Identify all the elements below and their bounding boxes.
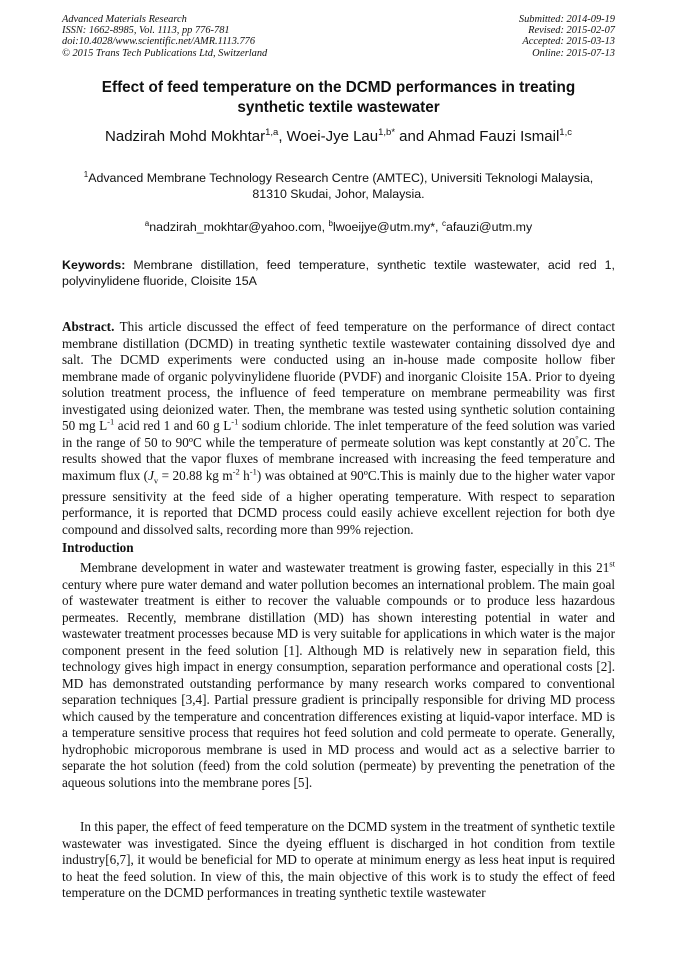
online-date: Online: 2015-07-13 — [532, 47, 615, 59]
author-affiliation-mark: 1,b* — [378, 127, 396, 138]
paper-title — [62, 78, 615, 118]
author-name: Ahmad Fauzi Ismail — [427, 128, 560, 145]
title-line-1: Effect of feed temperature on the DCMD performances in treating — [101, 79, 576, 96]
abstract-superscript: -1 — [231, 416, 239, 427]
author-affiliation-mark: 1,c — [559, 127, 572, 138]
keywords-text: Membrane distillation, feed temperature, synthetic textile wastewater, acid red 1, polyvinylidene fluoride, Cloisite 15A — [62, 258, 615, 288]
copyright-line: © 2015 Trans Tech Publications Ltd, Switzerland — [62, 47, 268, 59]
doi-line: doi:10.4028/www.scientific.net/AMR.1113.776 — [62, 36, 256, 48]
abstract-text: ) was obtained at 90ºC.This is mainly due to the higher water vapor pressure sensitivity at the feed side of a higher operating temperature. With respect to separation performance, it is reported that DCMD process could easily achieve excellent rejection for both dye compound and dissolved salts, recording more than 99% rejection. — [62, 467, 615, 537]
email-address: afauzi@utm.my — [445, 220, 533, 234]
submitted-date: Submitted: 2014-09-19 — [518, 14, 615, 25]
author-separator: and — [395, 128, 428, 145]
paragraph-text: century where pure water demand and water pollution becomes an international problem. The main goal of wastewater treatment is either to recover the valuable compounds or to produce less hazardous permeates. Recently, membrane distillation (MD) has shown interesting potential in water and wastewater treatment processes because MD is very suitable for applications in which water is the major component present in the feed solution [1]. Although MD is relatively new in separation field, this technology gives high impact in energy consumption, separation performance and operational costs [2]. MD has demonstrated outstanding performance by many research works compared to conventional separation techniques [3,4]. Partial pressure gradient is principally responsible for driving MD process which caused by the temperature and concentration differences existing at liquid-vapor interface. MD is a temperature sensitive process that requires hot feed solution and cold permeate to operate. Generally, hydrophobic microporous membrane is used in MD process and would act as a selective barrier to separate the hot solution (feed) from the cold solution (permeate) by preventing the penetration of the aqueous solutions into the membrane pores [5]. — [62, 576, 615, 790]
introduction-paragraph-1 — [62, 560, 615, 791]
title-line-2: synthetic textile wastewater — [237, 99, 440, 116]
paragraph-text: Membrane development in water and wastewater treatment is growing faster, especially in this 21 — [80, 560, 610, 575]
abstract-superscript: -1 — [249, 466, 257, 477]
abstract-superscript: -1 — [107, 416, 115, 427]
abstract-text: h — [239, 467, 250, 483]
flux-symbol: J — [148, 467, 154, 483]
accepted-date: Accepted: 2015-03-13 — [522, 36, 615, 48]
affiliation-mark: 1 — [83, 169, 89, 179]
keywords-label: Keywords: — [62, 258, 126, 272]
affiliation-line-1: Advanced Membrane Technology Research Centre (AMTEC), Universiti Teknologi Malaysia, — [88, 171, 594, 185]
author-separator: , — [278, 128, 287, 145]
journal-name: Advanced Materials Research — [62, 14, 187, 25]
abstract-superscript: -2 — [232, 466, 240, 477]
author-affiliation-mark: 1,a — [265, 127, 279, 138]
abstract-text: This article discussed the effect of feed temperature on the performance of direct contact membrane distillation (DCMD) in treating synthetic textile wastewater containing dissolved dye and salt. The DCMD experiments were conducted using an in-house made composite hollow fiber membrane made of organic polyvinylidene fluoride (PVDF) and inorganic Cloisite 15A. Prior to dyeing solution treatment process, the influence of feed temperature on membrane permeability was first investigated using deionized water. Then, the membrane was tested using synthetic solution containing 50 mg L — [62, 319, 615, 433]
email-address: lwoeijye@utm.my*, — [332, 220, 442, 234]
abstract-section — [62, 319, 615, 538]
abstract-text: acid red 1 and 60 g L — [114, 418, 232, 433]
email-mark: a — [144, 218, 150, 228]
author-name: Woei-Jye Lau — [286, 128, 379, 145]
email-mark: c — [441, 218, 446, 228]
journal-header-left — [62, 14, 267, 59]
affiliation — [62, 170, 615, 202]
abstract-text: = 20.88 kg m — [158, 467, 233, 483]
abstract-superscript: ° — [575, 433, 579, 444]
email-address: nadzirah_mokhtar@yahoo.com, — [149, 220, 329, 234]
affiliation-line-2: 81310 Skudai, Johor, Malaysia. — [252, 187, 425, 201]
abstract-text: sodium chloride. The inlet temperature of the feed solution was varied in the range of 50 to 90ºC while the temperature of permeate solution was kept constantly at 20 — [62, 418, 615, 450]
abstract-label: Abstract. — [62, 319, 115, 334]
issn-line: ISSN: 1662-8985, Vol. 1113, pp 776-781 — [62, 25, 230, 37]
email-mark: b — [328, 218, 333, 228]
introduction-paragraph-2: In this paper, the effect of feed temperature on the DCMD system in the treatment of synthetic textile wastewater was investigated. Since the dyeing effluent is discharged in hot condition from textile industry[6,7], it would be beneficial for MD to operate at minimum energy as less heat input is required to heat the feed solution. In view of this, the main objective of this work is to study the effect of feed temperature on the DCMD performances in treating synthetic textile wastewater — [62, 819, 615, 900]
revised-date: Revised: 2015-02-07 — [528, 25, 615, 37]
abstract-text: C. The results showed that the vapor fluxes of membrane increased with increasing the feed temperature and maximum flux ( — [62, 434, 615, 483]
author-list — [62, 128, 615, 146]
journal-header-right — [519, 14, 615, 59]
author-emails — [62, 219, 615, 235]
ordinal-superscript: st — [609, 558, 615, 569]
author-name: Nadzirah Mohd Mokhtar — [105, 128, 266, 145]
flux-subscript: v — [153, 475, 159, 486]
introduction-heading: Introduction — [62, 540, 134, 555]
keywords-section — [62, 257, 615, 289]
